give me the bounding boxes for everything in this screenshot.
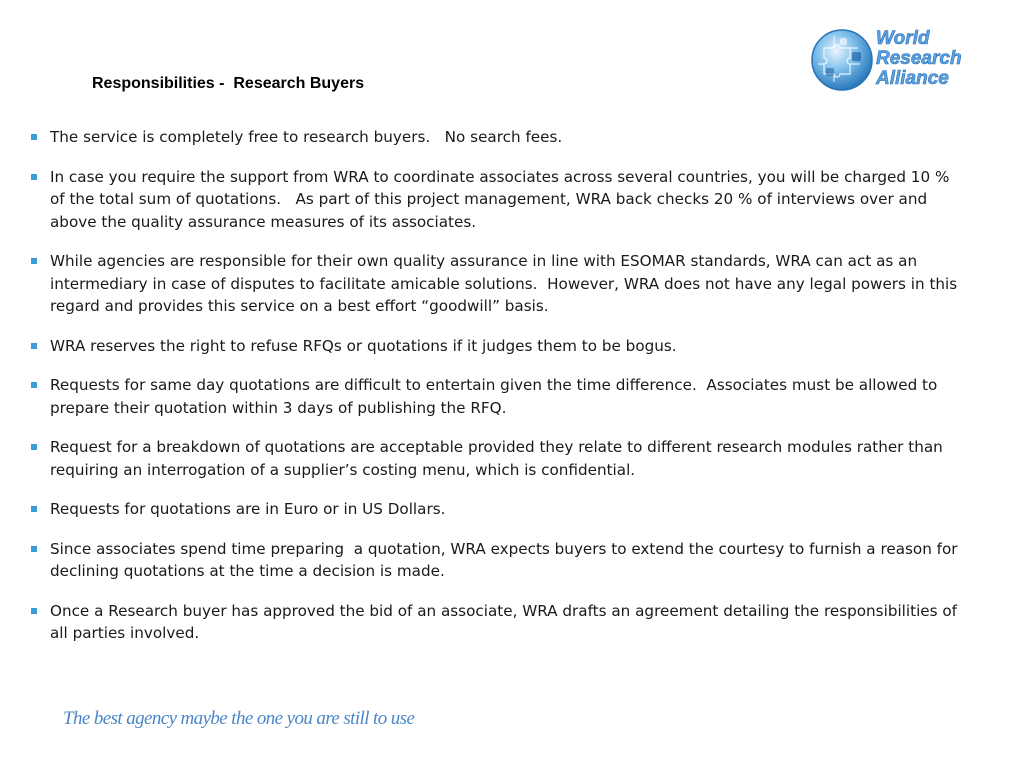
- bullet-text: The service is completely free to research buyers. No search fees.: [50, 128, 563, 146]
- bullet-text: Once a Research buyer has approved the bid of an associate, WRA drafts an agreement detailing the responsibilities of all parties involved.: [50, 601, 962, 642]
- list-item: [30, 166, 960, 234]
- bullet-text: Request for a breakdown of quotations are acceptable provided they relate to different research modules rather than requiring an interrogation of a supplier’s costing menu, which is confidential.: [50, 438, 953, 479]
- bullet-text: WRA reserves the right to refuse RFQs or quotations if it judges them to be bogus.: [50, 336, 677, 355]
- logo-line-research: Research: [876, 48, 962, 69]
- square-bullet-icon: [31, 134, 37, 140]
- globe-puzzle-icon: [810, 28, 874, 92]
- wra-logo: [808, 26, 988, 96]
- list-item: [30, 374, 960, 419]
- list-item: [30, 335, 960, 358]
- list-item: [30, 250, 963, 318]
- list-item: [30, 538, 963, 583]
- list-item: [30, 600, 960, 645]
- square-bullet-icon: [31, 174, 37, 180]
- page-title: Responsibilities - Research Buyers: [92, 75, 365, 92]
- bullet-text: Since associates spend time preparing a quotation, WRA expects buyers to extend the courtesy to furnish a reason for declining quotations at the time a decision is made.: [50, 539, 963, 580]
- responsibilities-list: [30, 126, 963, 662]
- list-item: [30, 436, 960, 481]
- square-bullet-icon: [31, 546, 37, 552]
- logo-line-world: World: [876, 28, 930, 49]
- bullet-text: Requests for quotations are in Euro or in US Dollars.: [50, 500, 446, 518]
- square-bullet-icon: [31, 608, 37, 614]
- bullet-text: Requests for same day quotations are difficult to entertain given the time difference. Associates must be allowed to prepare their quotation within 3 days of publishing the RFQ.: [50, 376, 943, 417]
- footer-tagline: The best agency maybe the one you are still to use: [63, 708, 415, 729]
- list-item: [30, 126, 960, 149]
- square-bullet-icon: [31, 258, 37, 264]
- logo-wordmark: [876, 29, 962, 89]
- bullet-text: While agencies are responsible for their own quality assurance in line with ESOMAR standards, WRA can act as an intermediary in case of disputes to facilitate amicable solutions. However, WRA does not have any legal powers in this regard and provides this service on a best effort “goodwill” basis.: [50, 252, 963, 315]
- logo-line-alliance: Alliance: [876, 68, 949, 89]
- square-bullet-icon: [31, 444, 37, 450]
- square-bullet-icon: [31, 506, 37, 512]
- square-bullet-icon: [31, 382, 37, 388]
- square-bullet-icon: [31, 343, 37, 349]
- list-item: [30, 498, 960, 521]
- bullet-text: In case you require the support from WRA to coordinate associates across several countries, you will be charged 10 % of the total sum of quotations. As part of this project management, WRA back checks 20 % of interviews over and above the quality assurance measures of its associates.: [50, 167, 955, 231]
